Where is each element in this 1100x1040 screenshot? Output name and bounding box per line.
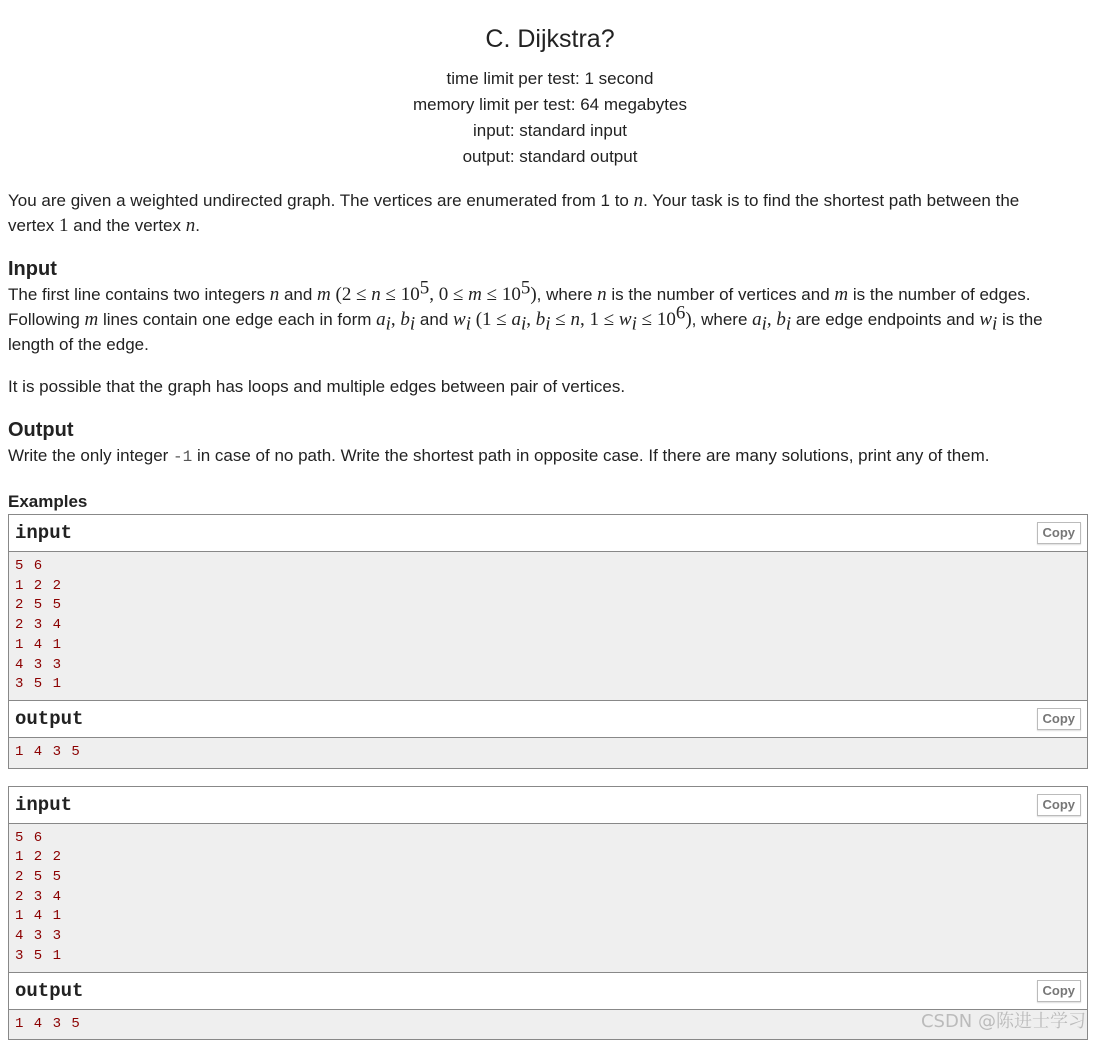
examples-section — [8, 490, 1092, 1040]
math-var: m — [317, 284, 331, 305]
math-sub: i — [520, 313, 527, 335]
copy-button[interactable]: Copy — [1037, 708, 1082, 730]
memory-limit: memory limit per test: 64 megabytes — [413, 95, 687, 114]
text: and — [279, 285, 318, 304]
math-var: m — [468, 284, 482, 305]
math-var: w — [618, 309, 632, 330]
math-var: n — [269, 284, 280, 305]
output-line: 1 4 3 5 — [15, 743, 81, 760]
math-sub: i — [631, 313, 637, 335]
math-var: b — [535, 309, 546, 330]
math-sub: i — [785, 313, 792, 335]
text: is the number of edges. — [848, 285, 1031, 304]
math-exp: 5 — [419, 277, 430, 299]
math: ) — [685, 309, 692, 330]
text: lines contain one edge each in form — [98, 310, 377, 329]
math-exp: 5 — [520, 277, 531, 299]
inline-code: -1 — [173, 448, 193, 466]
input-line: 3 5 1 — [15, 676, 63, 693]
input-line: 1 4 1 — [15, 636, 63, 653]
copy-button[interactable]: Copy — [1037, 522, 1082, 544]
output-heading: Output — [8, 419, 74, 441]
math-sub: i — [465, 313, 471, 335]
input-line: 4 3 3 — [15, 928, 63, 945]
problem-statement — [0, 188, 1100, 1040]
text: is the number of vertices and — [606, 285, 835, 304]
math-sub: i — [385, 313, 391, 335]
example-input-label: input — [15, 793, 73, 816]
math-exp: 6 — [675, 302, 686, 324]
input-line: 1 2 2 — [15, 577, 63, 594]
example-1 — [8, 514, 1088, 769]
math-sub: i — [545, 313, 551, 335]
example-output-label: output — [15, 707, 84, 730]
math: , — [390, 309, 401, 330]
math-var: n — [597, 284, 607, 305]
input-heading: Input — [8, 258, 57, 280]
math: , — [766, 309, 777, 330]
math-var: w — [453, 309, 466, 330]
math: (2 ≤ — [330, 284, 372, 305]
math-var: a — [376, 309, 386, 330]
example-output-label: output — [15, 979, 84, 1002]
math-sub: i — [992, 313, 998, 335]
example-input-body — [9, 824, 1087, 973]
example-input-label: input — [15, 522, 73, 544]
input-line: 1 2 2 — [15, 849, 63, 866]
input-line: 5 6 — [15, 829, 44, 846]
input-line: 2 5 5 — [15, 597, 63, 614]
output-spec: output: standard output — [462, 147, 638, 166]
problem-title: C. Dijkstra? — [485, 25, 615, 53]
math: ≤ 10 — [481, 284, 521, 305]
text: and the vertex — [68, 216, 186, 235]
math-var: n — [371, 284, 381, 305]
math-var: m — [84, 309, 99, 330]
math-var: b — [400, 309, 410, 330]
legend-paragraph — [8, 188, 1092, 238]
math: , 0 ≤ — [429, 284, 469, 305]
input-spec: input: standard input — [472, 121, 628, 140]
input-line: 2 3 4 — [15, 617, 63, 634]
example-input-body — [9, 552, 1087, 701]
input-line: 5 6 — [15, 558, 44, 574]
time-limit: time limit per test: 1 second — [446, 69, 654, 88]
input-line-1 — [8, 277, 1092, 357]
example-output-header — [9, 973, 1087, 1010]
text: is the — [997, 310, 1043, 329]
text: , where — [691, 310, 753, 329]
input-line: 1 4 1 — [15, 908, 63, 925]
output-paragraph — [8, 443, 1092, 470]
text: The first line contains two integers — [8, 285, 270, 304]
math-var: a — [752, 309, 762, 330]
math-var: b — [776, 309, 786, 330]
math-sub: i — [409, 313, 416, 335]
input-line: 4 3 3 — [15, 656, 63, 673]
math: (1 ≤ — [470, 309, 512, 330]
input-paragraph-2: It is possible that the graph has loops and multiple edges between pair of vertices. — [8, 377, 626, 396]
output-line: 1 4 3 5 — [15, 1015, 81, 1032]
examples-heading: Examples — [8, 492, 88, 511]
copy-button[interactable]: Copy — [1037, 980, 1082, 1002]
input-line: 3 5 1 — [15, 947, 63, 964]
example-2 — [8, 786, 1088, 1040]
text: in case of no path. Write the shortest path in opposite case. If there are many solutions, print any of them. — [192, 446, 990, 465]
math: , — [526, 309, 536, 330]
text: vertex — [8, 216, 60, 235]
text: and — [415, 310, 453, 329]
text: , where — [536, 285, 598, 304]
input-line: 2 3 4 — [15, 888, 63, 905]
math-sub: i — [761, 313, 767, 335]
text: . Your task is to find the shortest path between the — [643, 191, 1020, 210]
math-var: n — [570, 309, 580, 330]
math-var: w — [979, 309, 992, 330]
math-var: n — [633, 190, 644, 211]
math: ≤ 10 — [636, 309, 676, 330]
copy-button[interactable]: Copy — [1037, 794, 1082, 816]
text: length of the edge. — [8, 335, 149, 354]
output-section — [8, 417, 1092, 470]
math-num: 1 — [59, 215, 69, 236]
math-var: m — [834, 284, 849, 305]
watermark: CSDN @陈进士学习 — [920, 1011, 1086, 1032]
problem-header — [0, 0, 1100, 170]
text: are edge endpoints and — [791, 310, 980, 329]
math: , 1 ≤ — [579, 309, 619, 330]
math-var: n — [185, 215, 196, 236]
text: You are given a weighted undirected graph. The vertices are enumerated from 1 to — [8, 191, 634, 210]
math: ≤ — [550, 309, 571, 330]
text: . — [195, 216, 200, 235]
math-var: a — [511, 309, 521, 330]
input-line: 2 5 5 — [15, 869, 63, 886]
example-input-header — [9, 515, 1087, 552]
example-output-header — [9, 701, 1087, 738]
math: ) — [530, 284, 537, 305]
example-input-header — [9, 787, 1087, 824]
math: ≤ 10 — [380, 284, 420, 305]
text: Write the only integer — [8, 446, 174, 465]
example-output-body — [9, 738, 1087, 768]
input-section — [8, 256, 1092, 399]
text: Following — [8, 310, 85, 329]
